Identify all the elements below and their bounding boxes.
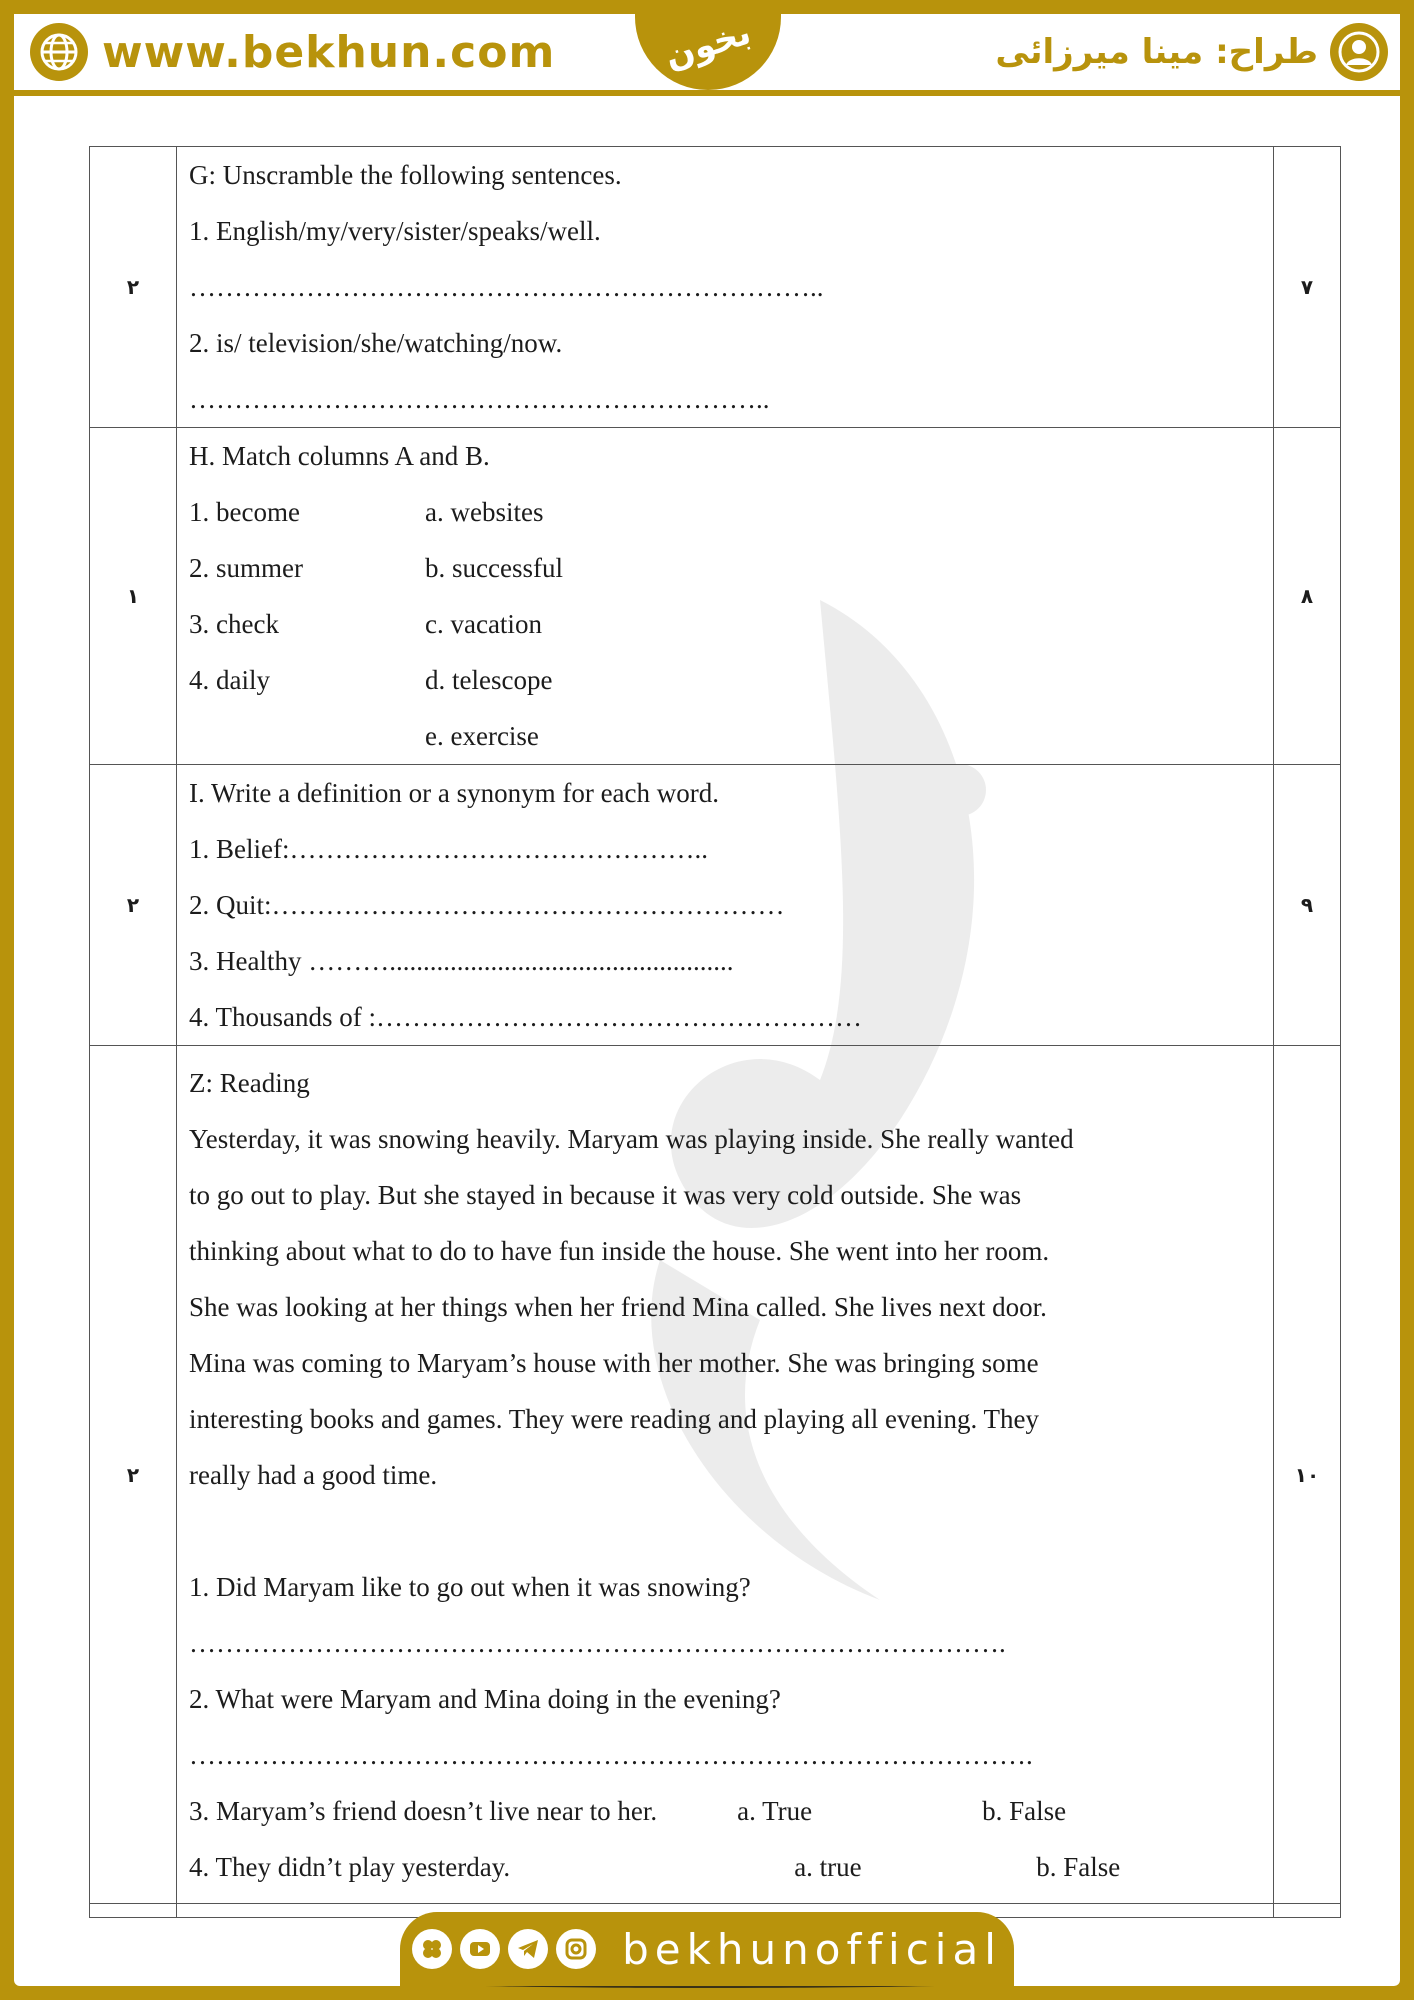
column-b-item: d. telescope <box>425 665 553 695</box>
passage-line: thinking about what to do to have fun inside the house. She went into her room. <box>189 1235 1050 1266</box>
section-title: H. Match columns A and B. <box>189 441 490 471</box>
column-a-item: 2. summer <box>189 553 303 583</box>
column-a-item: 3. check <box>189 609 279 639</box>
statement-text: 3. Maryam’s friend doesn’t live near to her. <box>189 1795 658 1826</box>
statement-text: 4. They didn’t play yesterday. <box>189 1851 511 1882</box>
spacer <box>189 1503 1263 1559</box>
option-true[interactable]: a. True <box>737 1795 813 1826</box>
option-true[interactable]: a. true <box>794 1851 862 1882</box>
section-title: Z: Reading <box>189 1067 310 1098</box>
question-text: 1. English/my/very/sister/speaks/well. <box>189 216 601 246</box>
question-number: ۹ <box>1274 765 1341 1046</box>
social-handle[interactable]: bekhunofficial <box>622 1924 1002 1974</box>
youtube-icon[interactable] <box>460 1929 500 1969</box>
question-number: ۸ <box>1274 428 1341 765</box>
column-b-item: b. successful <box>425 553 563 583</box>
definition-item[interactable]: 1. Belief:……………………………………….. <box>189 834 708 864</box>
answer-blank[interactable]: …………………………………………………………………………………. <box>189 1739 1033 1770</box>
question-number: ۱۰ <box>1274 1046 1341 1904</box>
passage-line: interesting books and games. They were reading and playing all evening. They <box>189 1403 1040 1434</box>
website-url: www.bekhun.com <box>102 26 556 78</box>
option-false[interactable]: b. False <box>1036 1851 1121 1882</box>
column-a-item: 4. daily <box>189 665 270 695</box>
column-b-item: e. exercise <box>425 721 539 751</box>
definition-item[interactable]: 3. Healthy ………................................................... <box>189 946 734 976</box>
column-b-item: a. websites <box>425 497 544 527</box>
score-cell: ۲ <box>90 765 177 1046</box>
passage-line: She was looking at her things when her friend Mina called. She lives next door. <box>189 1291 1047 1322</box>
question-content <box>177 428 1274 765</box>
score-cell: ۲ <box>90 1046 177 1904</box>
question-text: 1. Did Maryam like to go out when it was snowing? <box>189 1571 751 1602</box>
column-a-item: 1. become <box>189 497 300 527</box>
section-row-z <box>90 1046 1341 1904</box>
exam-table <box>89 146 1341 1918</box>
score-cell: ۲ <box>90 147 177 428</box>
option-false[interactable]: b. False <box>982 1795 1067 1826</box>
section-row-i <box>90 765 1341 1046</box>
match-row <box>189 708 1263 764</box>
passage-line: Yesterday, it was snowing heavily. Maryam was playing inside. She really wanted <box>189 1123 1074 1154</box>
user-icon <box>1330 23 1388 81</box>
website-link[interactable] <box>30 22 555 82</box>
question-text: 2. is/ television/she/watching/now. <box>189 328 563 358</box>
section-title: I. Write a definition or a synonym for each word. <box>189 778 720 808</box>
column-b-item: c. vacation <box>425 609 542 639</box>
match-row <box>189 540 1263 596</box>
logo-text: بخون <box>660 12 756 78</box>
definition-item[interactable]: 2. Quit:………………………………………………… <box>189 890 785 920</box>
definition-item[interactable]: 4. Thousands of :……………………………………………… <box>189 1002 862 1032</box>
app-icon[interactable] <box>412 1929 452 1969</box>
footer-social-bar <box>400 1912 1014 1986</box>
passage-line: Mina was coming to Maryam’s house with her mother. She was bringing some <box>189 1347 1039 1378</box>
question-content <box>177 1046 1274 1904</box>
globe-icon <box>30 23 88 81</box>
passage-line: really had a good time. <box>189 1459 438 1490</box>
match-row <box>189 596 1263 652</box>
instagram-icon[interactable] <box>556 1929 596 1969</box>
question-number: ۷ <box>1274 147 1341 428</box>
section-row-h <box>90 428 1341 765</box>
match-row <box>189 652 1263 708</box>
true-false-row <box>189 1783 1263 1839</box>
section-row-g <box>90 147 1341 428</box>
social-icons <box>412 1929 604 1969</box>
empty-cell <box>90 1904 177 1918</box>
question-content <box>177 147 1274 428</box>
telegram-icon[interactable] <box>508 1929 548 1969</box>
match-row <box>189 484 1263 540</box>
true-false-row <box>189 1839 1263 1895</box>
question-content <box>177 765 1274 1046</box>
designer-name: طراح: مینا میرزائی <box>995 32 1318 72</box>
question-text: 2. What were Maryam and Mina doing in the evening? <box>189 1683 781 1714</box>
answer-blank[interactable]: ……………………………………………………….. <box>189 384 770 414</box>
answer-blank[interactable]: …………………………………………………………….. <box>189 272 824 302</box>
answer-blank[interactable]: ………………………………………………………………………………. <box>189 1627 1006 1658</box>
designer-credit <box>995 22 1388 82</box>
section-title: G: Unscramble the following sentences. <box>189 160 622 190</box>
empty-cell <box>1274 1904 1341 1918</box>
passage-line: to go out to play. But she stayed in because it was very cold outside. She was <box>189 1179 1022 1210</box>
score-cell: ۱ <box>90 428 177 765</box>
